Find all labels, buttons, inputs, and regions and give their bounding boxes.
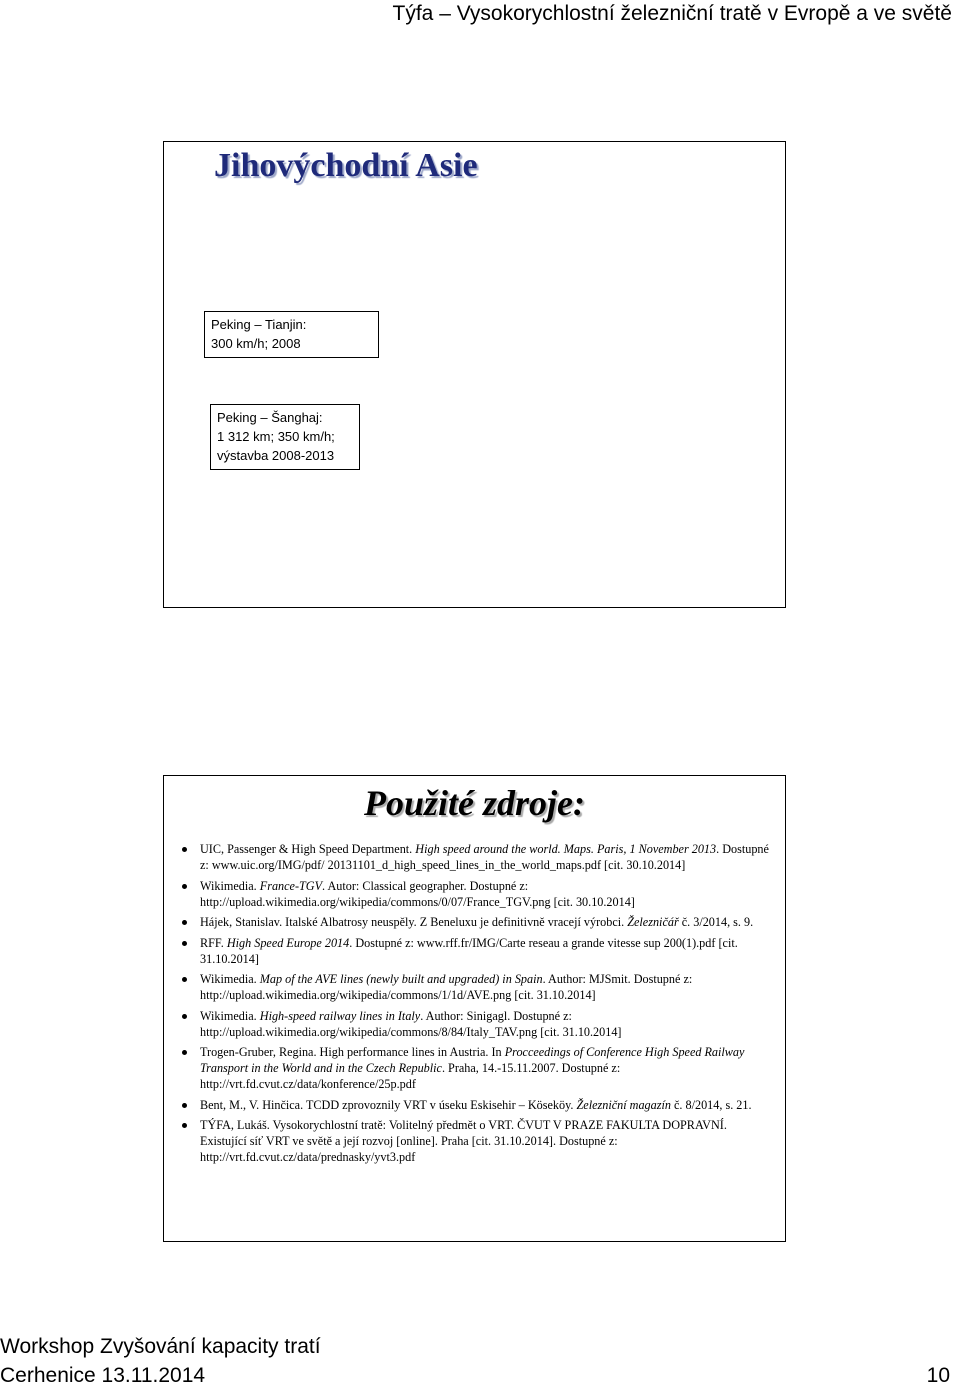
- source-item: Wikimedia. Map of the AVE lines (newly built and upgraded) in Spain. Author: MJSmit. Dostupné z: http://upload.wikimedia.org/wikipedia/commons/1/1d/AVE.png [cit. 31.10.2014]: [178, 971, 771, 1003]
- callout-peking-tianjin: [204, 311, 379, 358]
- source-item: RFF. High Speed Europe 2014. Dostupné z: www.rff.fr/IMG/Carte reseau a grande vitesse sup 200(1).pdf [cit. 31.10.2014]: [178, 935, 771, 967]
- footer-date: Cerhenice 13.11.2014: [0, 1364, 206, 1387]
- source-item: Wikimedia. France-TGV. Autor: Classical geographer. Dostupné z: http://upload.wikimedia.org/wikipedia/commons/0/07/France_TGV.png [cit. 30.10.2014]: [178, 878, 771, 910]
- callout-line: 1 312 km; 350 km/h;: [217, 429, 335, 444]
- source-item: Trogen-Gruber, Regina. High performance lines in Austria. In Procceedings of Conference High Speed Railway Transport in the World and in the Czech Republic. Praha, 14.-15.11.2007. Dostupné z: http://vrt.fd.cvut.cz/data/konference/25p.pdf: [178, 1044, 771, 1092]
- callout-peking-shanghai: [210, 404, 360, 470]
- callout-line: 300 km/h; 2008: [211, 336, 301, 351]
- source-item: Hájek, Stanislav. Italské Albatrosy neuspěly. Z Beneluxu je definitivně vracejí výrobci. Železničář č. 3/2014, s. 9.: [178, 914, 771, 930]
- slide-title: Jihovýchodní Asie: [214, 147, 478, 184]
- source-item: Wikimedia. High-speed railway lines in Italy. Author: Sinigagl. Dostupné z: http://upload.wikimedia.org/wikipedia/commons/8/84/Italy_TAV.png [cit. 31.10.2014]: [178, 1008, 771, 1040]
- footer-workshop: Workshop Zvyšování kapacity tratí: [0, 1335, 321, 1358]
- slide-title: Použité zdroje:: [364, 783, 585, 823]
- callout-line: výstavba 2008-2013: [217, 448, 335, 463]
- document-header: Týfa – Vysokorychlostní železniční tratě v Evropě a ve světě: [392, 2, 952, 25]
- source-item: UIC, Passenger & High Speed Department. High speed around the world. Maps. Paris, 1 November 2013. Dostupné z: www.uic.org/IMG/pdf/ 20131101_d_high_speed_lines_in_the_world_maps.pdf [cit. 30.10.2014]: [178, 841, 771, 873]
- source-item: TÝFA, Lukáš. Vysokorychlostní tratě: Volitelný předmět o VRT. ČVUT V PRAZE FAKULTA DOPRAVNÍ. Existující síť VRT ve světě a její rozvoj [online]. Praha [cit. 31.10.2014]. Dostupné z: http://vrt.fd.cvut.cz/data/prednasky/yvt3.pdf: [178, 1117, 771, 1165]
- callout-line: Peking – Šanghaj:: [217, 410, 323, 425]
- sources-list: [178, 841, 771, 1170]
- slide-sources: [163, 775, 786, 1242]
- callout-line: Peking – Tianjin:: [211, 317, 307, 332]
- source-item: Bent, M., V. Hinčica. TCDD zprovoznily VRT v úseku Eskisehir – Köseköy. Železniční magazín č. 8/2014, s. 21.: [178, 1097, 771, 1113]
- page-number: 10: [926, 1364, 950, 1387]
- slide-southeast-asia: [163, 141, 786, 608]
